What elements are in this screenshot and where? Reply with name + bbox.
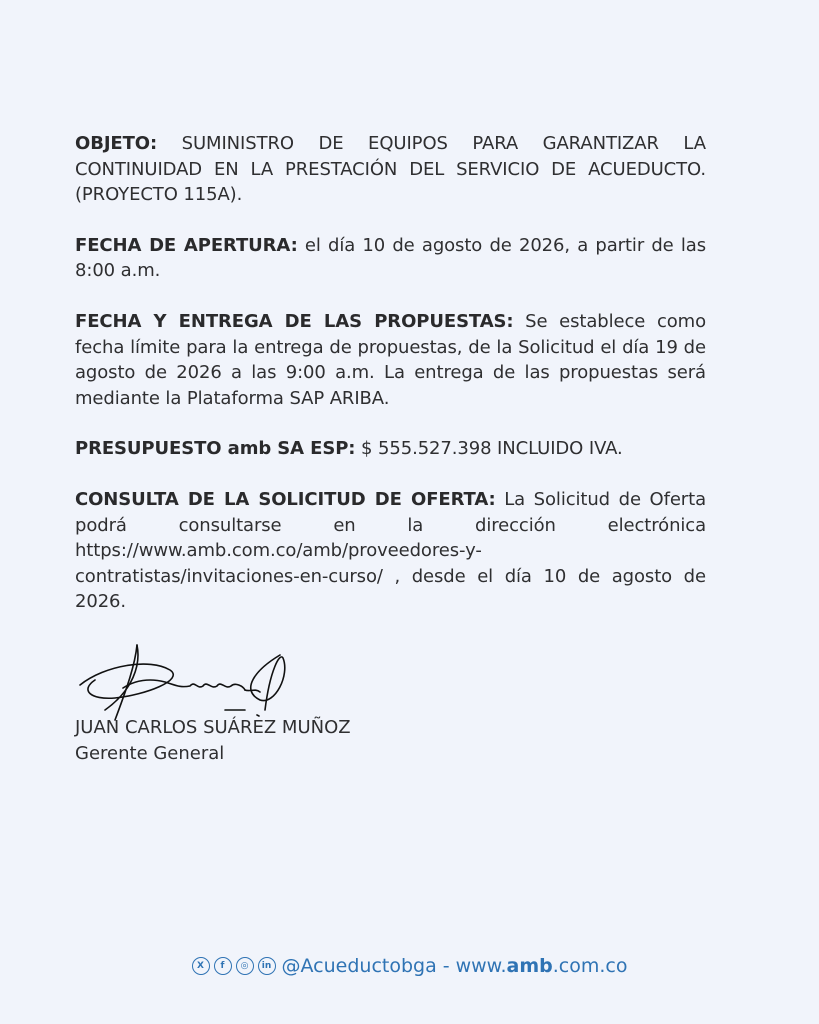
- fecha-entrega-paragraph: [75, 309, 706, 411]
- fecha-apertura-label: FECHA DE APERTURA:: [75, 234, 298, 256]
- objeto-label: OBJETO:: [75, 133, 158, 154]
- footer-separator: -: [442, 955, 450, 977]
- fecha-entrega-label: FECHA Y ENTREGA DE LAS PROPUESTAS:: [75, 310, 514, 332]
- document-body: [75, 131, 706, 615]
- website-brand: amb: [506, 955, 553, 977]
- presupuesto-label: PRESUPUESTO amb SA ESP:: [75, 438, 356, 460]
- signer-name: JUAN CARLOS SUÁREZ MUÑOZ: [75, 717, 351, 738]
- objeto-paragraph: [75, 131, 706, 208]
- fecha-apertura-paragraph: [75, 233, 706, 284]
- social-handle: @Acueductobga: [281, 955, 437, 977]
- signature-block: [75, 640, 435, 770]
- website-prefix: www.: [455, 955, 507, 977]
- linkedin-icon[interactable]: in: [258, 957, 276, 975]
- consulta-text: La Solicitud de Oferta podrá consultarse en la dirección electrónica https://www.amb.com.co/amb/proveedores-y-contratistas/invitaciones-en-curso/ , desde el día 10 de agosto de 2026.: [75, 488, 706, 613]
- instagram-icon[interactable]: ◎: [236, 957, 254, 975]
- website-suffix: .com.co: [552, 955, 628, 977]
- signer-title: Gerente General: [75, 743, 225, 764]
- fecha-entrega-text: Se establece como fecha límite para la entrega de propuestas, de la Solicitud el día 19 de agosto de 2026 a las 9:00 a.m. La entrega de las propuestas será mediante la Plataforma SAP ARIBA.: [75, 310, 706, 409]
- facebook-icon[interactable]: f: [214, 957, 232, 975]
- consulta-label: CONSULTA DE LA SOLICITUD DE OFERTA:: [75, 488, 496, 510]
- consulta-paragraph: [75, 487, 706, 615]
- x-icon[interactable]: X: [192, 957, 210, 975]
- website-link[interactable]: [456, 955, 628, 977]
- footer: [0, 955, 819, 977]
- presupuesto-text: $ 555.527.398 INCLUIDO IVA.: [355, 438, 623, 460]
- presupuesto-paragraph: [75, 436, 706, 462]
- objeto-text: SUMINISTRO DE EQUIPOS PARA GARANTIZAR LA CONTINUIDAD EN LA PRESTACIÓN DEL SERVICIO DE ACUEDUCTO. (PROYECTO 115A).: [75, 133, 706, 206]
- social-icons: [192, 957, 276, 975]
- fecha-apertura-text: el día 10 de agosto de 2026, a partir de las 8:00 a.m.: [75, 234, 706, 282]
